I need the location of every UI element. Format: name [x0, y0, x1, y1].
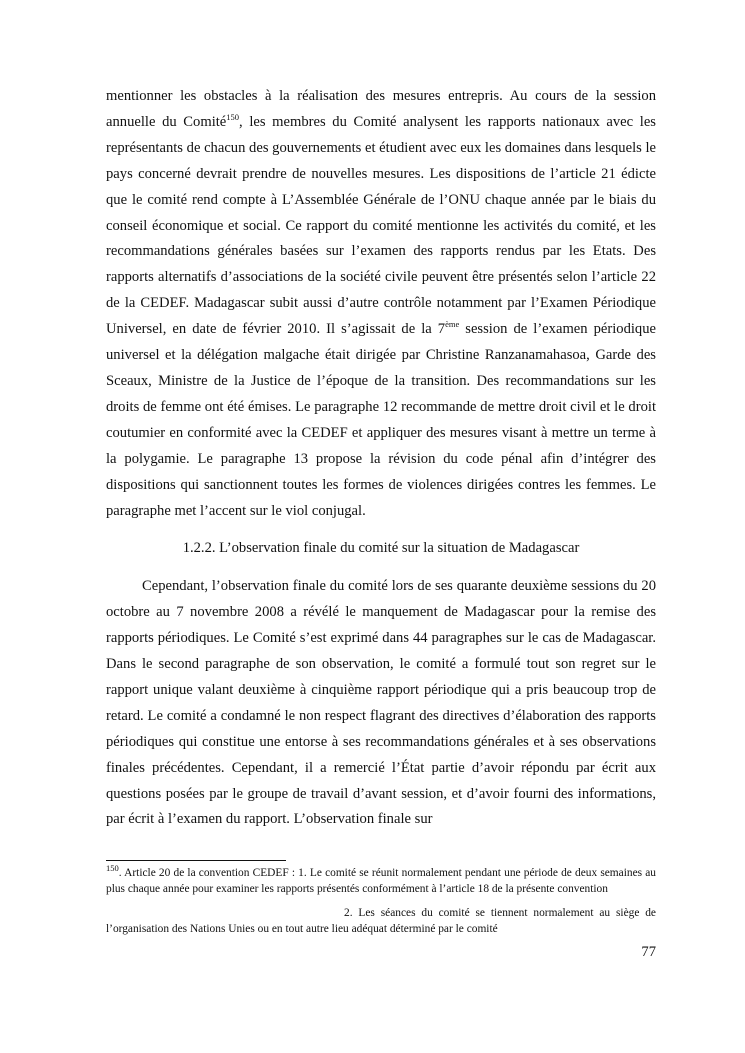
paragraph-1-part-1: mentionner les obstacles à la réalisation des mesures entrepris. Au cours de la session annuelle du Comité [106, 88, 656, 130]
footnote-divider [106, 860, 286, 861]
footnote-item-2: 2. Les séances du comité se tiennent normalement au siège de l’organisation des Nations Unies ou en tout autre lieu adéquat déterminé par le comité [106, 907, 656, 935]
footnote-text-1: . Article 20 de la convention CEDEF : 1. Le comité se réunit normalement pendant une période de deux semaines au plus chaque année pour examiner les rapports présentés conformément à l’article 18 de la présente convention [106, 867, 656, 895]
footnote-number: 150 [106, 863, 119, 874]
section-heading: 1.2.2. L’observation finale du comité sur la situation de Madagascar [182, 540, 580, 557]
footnote-reference: 150 [226, 112, 240, 123]
paragraph-1 [106, 84, 656, 524]
page-number: 77 [641, 944, 656, 960]
footnote [106, 863, 656, 937]
paragraph-1-part-3: session de l’examen périodique universel et la délégation malgache était dirigée par Christine Ranzanamahasoa, Garde des Sceaux, Ministre de la Justice de l’époque de la transition. Des recommandations sur les droits de femme ont été émises. Le paragraphe 12 recommande de mettre droit civil et le droit coutumier en conformité avec la CEDEF et appliquer des mesures visant à mettre un terme à la polygamie. Le paragraphe 13 propose la révision du code pénal afin d’intégrer des dispositions qui sanctionnent toutes les formes de violences dirigées contres les femmes. Le paragraphe met l’accent sur le viol conjugal. [106, 321, 656, 519]
page-content [106, 84, 656, 833]
ordinal-superscript: ème [445, 319, 460, 330]
paragraph-1-part-2: , les membres du Comité analysent les rapports nationaux avec les représentants de chacun des gouvernements et étudient avec eux les domaines dans lesquels le pays concerné devrait prendre de nouvelles mesures. Les dispositions de l’article 21 édicte que le comité rend compte à L’Assemblée Générale de l’ONU chaque année par le biais du conseil économique et social. Ce rapport du comité mentionne les activités du comité, et les recommandations générales basées sur l’examen des rapports rendus par les Etats. Des rapports alternatifs d’associations de la société civile peuvent être présentés selon l’article 22 de la CEDEF. Madagascar subit aussi d’autre contrôle notamment par l’Examen Périodique Universel, en date de février 2010. Il s’agissait de la 7 [106, 113, 656, 338]
footnote-item-1 [106, 863, 656, 897]
paragraph-2: Cependant, l’observation finale du comité lors de ses quarante deuxième sessions du 20 octobre au 7 novembre 2008 a révélé le manquement de Madagascar pour la remise des rapports périodiques. Le Comité s’est exprimé dans 44 paragraphes sur le cas de Madagascar. Dans le second paragraphe de son observation, le comité a formulé tout son regret sur le rapport unique valant deuxième à cinquième rapport périodique qui a pris beaucoup trop de retard. Le comité a condamné le non respect flagrant des directives d’élaboration des rapports périodiques qui constitue une entorse à ses recommandations générales et à ses observations finales précédentes. Cependant, il a remercié l’État partie d’avoir répondu par écrit aux questions posées par le groupe de travail d’avant session, et d’avoir fourni des informations, par écrit à l’examen du rapport. L’observation finale sur [106, 578, 656, 828]
